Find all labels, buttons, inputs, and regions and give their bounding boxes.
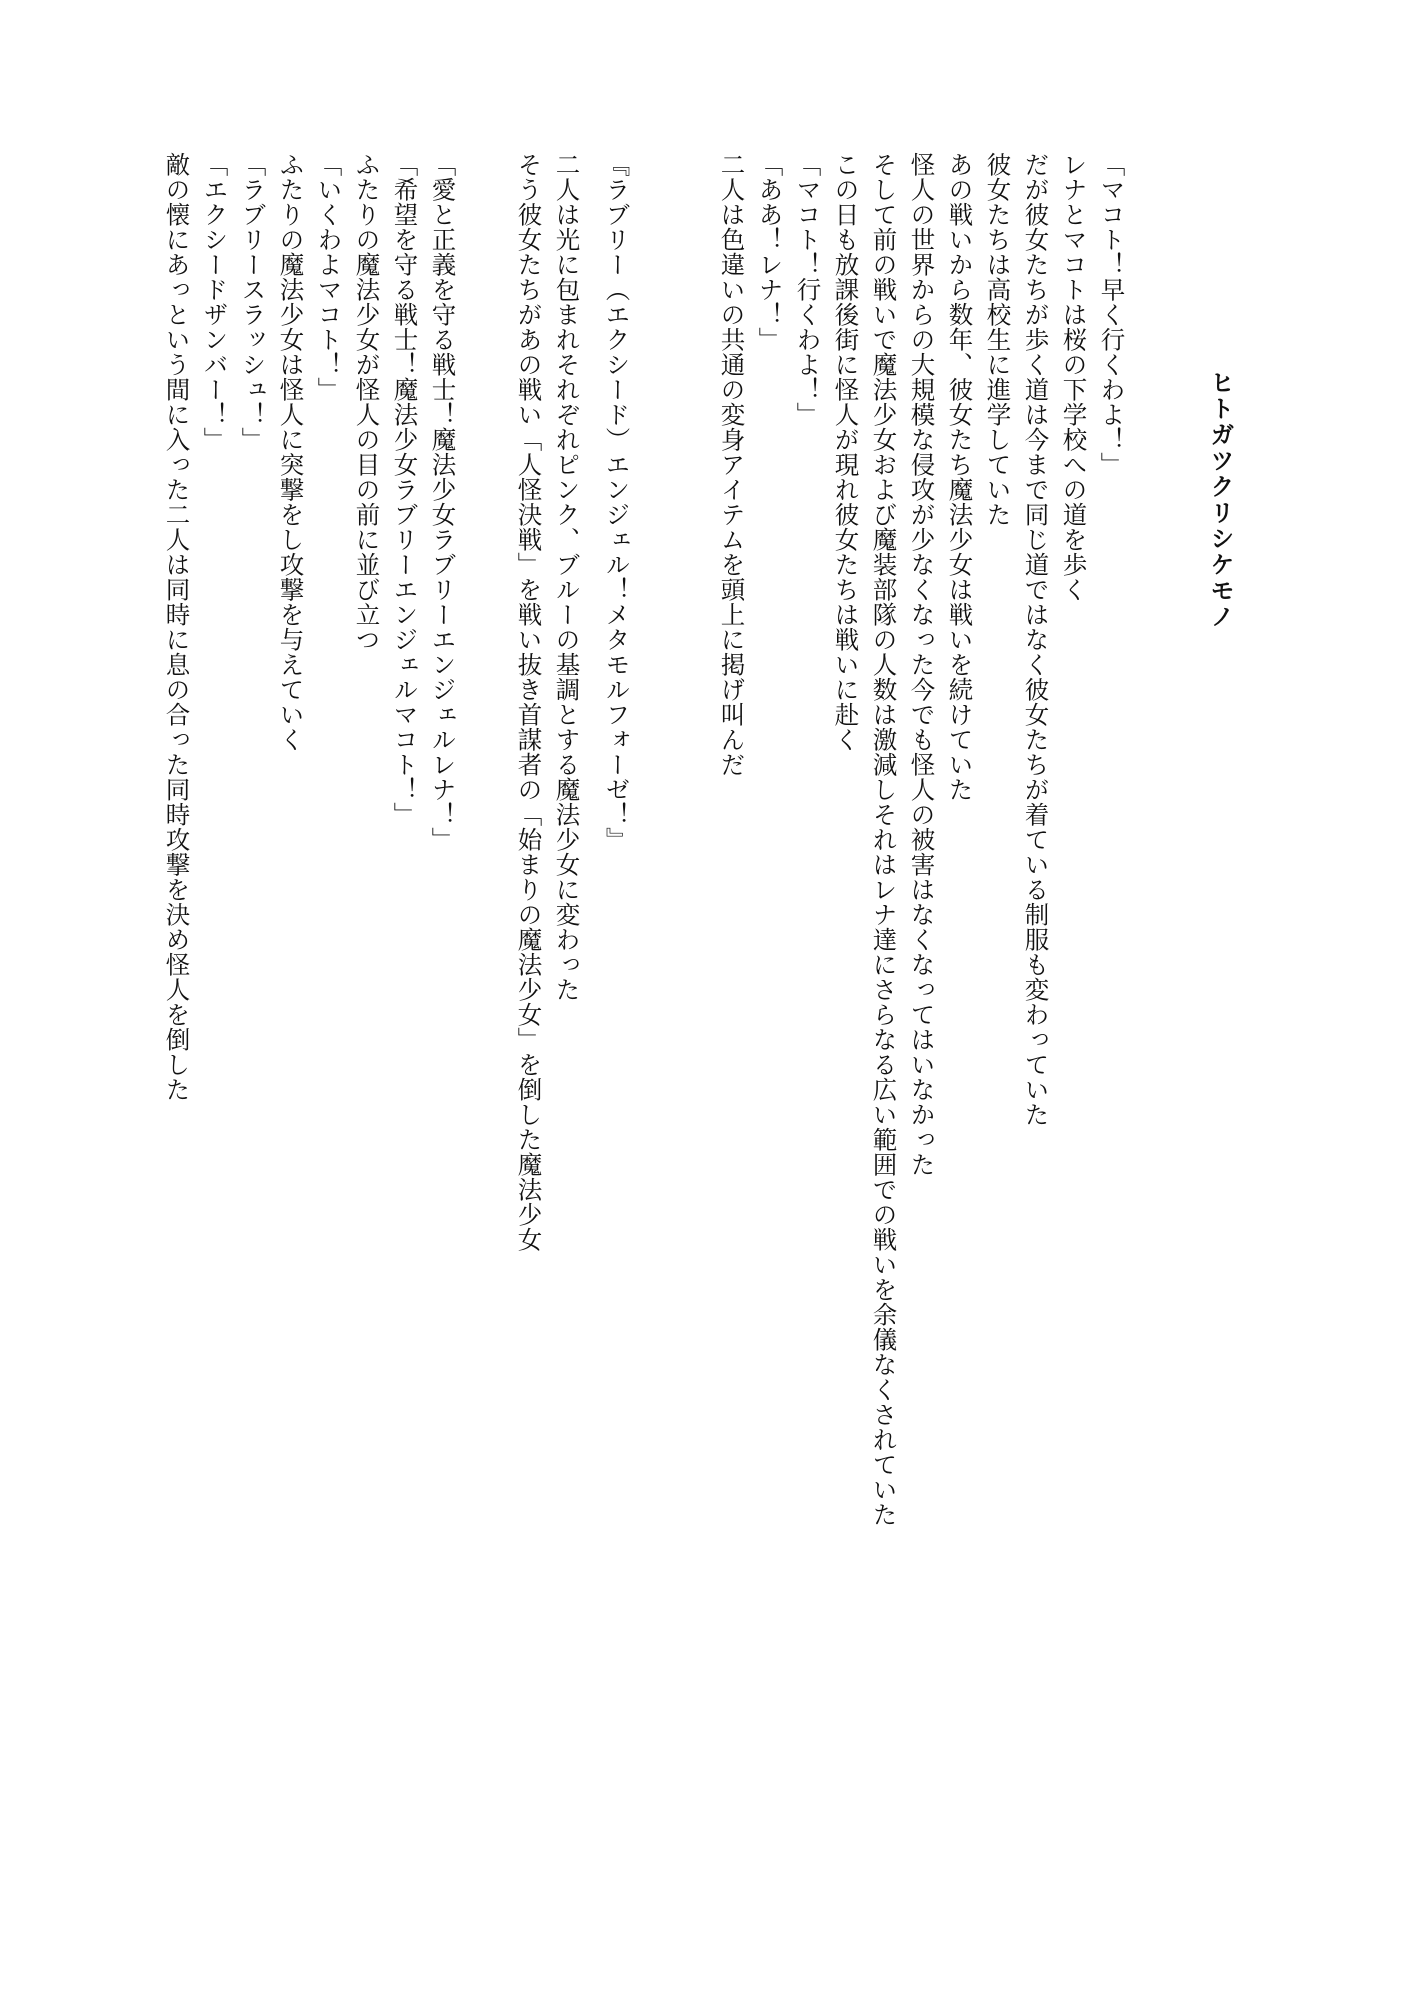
text-line: レナとマコトは桜の下学校への道を歩く (1059, 152, 1089, 602)
text-line: そして前の戦いで魔法少女および魔装部隊の人数は激減しそれはレナ達にさらなる広い範囲での戦いを余儀なくされていた (869, 152, 899, 1527)
story-title: ヒトガツクリシケモノ (1206, 370, 1235, 630)
text-line: 敵の懐にあっという間に入った二人は同時に息の合った同時攻撃を決め怪人を倒した (162, 152, 192, 1102)
text-line: 「ラブリースラッシュ！」 (238, 152, 268, 452)
text-line: そう彼女たちがあの戦い「人怪決戦」を戦い抜き首謀者の「始まりの魔法少女」を倒した魔法少女 (514, 152, 544, 1252)
text-line: ふたりの魔法少女が怪人の目の前に並び立つ (352, 152, 382, 652)
text-line: 二人は色違いの共通の変身アイテムを頭上に掲げ叫んだ (717, 152, 747, 777)
text-line: 『ラブリー（エクシード）エンジェル！メタモルフォーゼ！』 (602, 152, 632, 852)
text-line: 二人は光に包まれそれぞれピンク、ブルーの基調とする魔法少女に変わった (552, 152, 582, 1002)
text-line: 「マコト！早く行くわよ！」 (1097, 152, 1127, 477)
text-line: だが彼女たちが歩く道は今まで同じ道ではなく彼女たちが着ている制服も変わっていた (1021, 152, 1051, 1127)
text-line: 彼女たちは高校生に進学していた (983, 152, 1013, 527)
text-line: 怪人の世界からの大規模な侵攻が少なくなった今でも怪人の被害はなくなってはいなかった (907, 152, 937, 1177)
text-line: 「ああ！レナ！」 (755, 152, 785, 352)
text-line: 「希望を守る戦士！魔法少女ラブリーエンジェルマコト！」 (390, 152, 420, 827)
text-line: 「マコト！行くわよ！」 (793, 152, 823, 427)
text-line: 「愛と正義を守る戦士！魔法少女ラブリーエンジェルレナ！」 (428, 152, 458, 852)
text-line: あの戦いから数年、彼女たち魔法少女は戦いを続けていた (945, 152, 975, 802)
text-line: 「いくわよマコト！」 (314, 152, 344, 402)
text-line: 「エクシードザンバー！」 (200, 152, 230, 452)
text-line: ふたりの魔法少女は怪人に突撃をし攻撃を与えていく (276, 152, 306, 752)
text-line: この日も放課後街に怪人が現れ彼女たちは戦いに赴く (831, 152, 861, 752)
